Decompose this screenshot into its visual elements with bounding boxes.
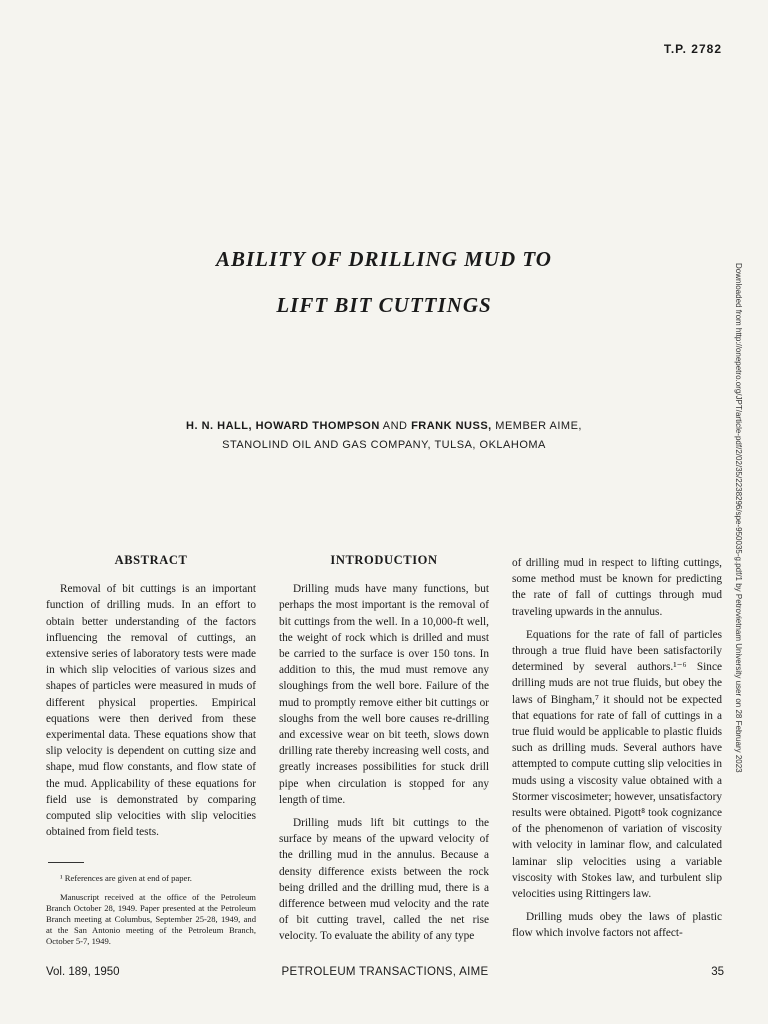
col3-paragraph-1: of drilling mud in respect to lifting cuttings, some method must be known for predicting the rate of fall of cuttings through mud traveling upwards in the annulus. <box>512 557 722 618</box>
footnote-manuscript: Manuscript received at the office of the Petroleum Branch October 28, 1949. Paper presented at the Petroleum Branch meeting at Columbus, September 25-28, 1949, and at the San Antonio meeting of the Petroleum Branch, October 5-7, 1949. <box>46 891 256 947</box>
author-line <box>0 417 768 436</box>
volume-info: Vol. 189, 1950 <box>46 966 120 978</box>
author-nuss: FRANK NUSS, <box>411 420 492 432</box>
col3-paragraph-2: Equations for the rate of fall of particles through a true fluid have been satisfactorily determined by several authors.¹⁻⁶ Since drilling muds are not true fluids, but obey the laws of Bingham,⁷ it should not be expected that equations for rate of fall of cuttings in a true fluid would be applicable to plastic fluids such as drilling muds. Several authors have attempted to compute cutting slip velocities in muds using a viscosity value obtained with a Stormer viscosimeter; however, unsatisfactory results were obtained. Pigott⁸ took cognizance of the phenomenon of variation of viscosity with velocity in laminar flow, and calculated laminar slip velocities using a variable viscosity with Stokes law, and turbulent slip velocities using Rittingers law. <box>512 628 722 901</box>
page-number: 35 <box>711 966 724 978</box>
author-membership: MEMBER AIME, <box>495 420 582 432</box>
introduction-column <box>279 552 489 952</box>
authors-block <box>0 417 768 455</box>
abstract-column <box>46 552 256 955</box>
author-thompson: HOWARD THOMPSON <box>255 420 380 432</box>
third-column <box>512 555 722 949</box>
paper-number: T.P. 2782 <box>663 42 722 56</box>
journal-name: PETROLEUM TRANSACTIONS, AIME <box>281 966 489 978</box>
col3-paragraph-3: Drilling muds obey the laws of plastic flow which involve factors not affect- <box>512 911 722 940</box>
affiliation: STANOLIND OIL AND GAS COMPANY, TULSA, OKLAHOMA <box>222 439 546 451</box>
author-hall: H. N. HALL, <box>186 420 253 432</box>
intro-paragraph-2: Drilling muds lift bit cuttings to the surface by means of the upward velocity of the drilling mud in the annulus. Because a density difference exists between the rock being drilled and the drilling mud, there is a difference between mud velocity and the rate of bit cutting travel, called the net rise velocity. To evaluate the ability of any type <box>279 817 489 943</box>
intro-paragraph-1: Drilling muds have many functions, but perhaps the most important is the removal of bit cuttings from the well. In a 10,000-ft well, the weight of rock which is drilled and must be carried to the surface is over 150 tons. In addition to this, the mud must remove any sloughings from the well bore. Failure of the mud to promptly remove either bit cuttings or sloughs from the well bore causes re-drilling and excessive wear on bit teeth, slows down drilling rate thereby increasing well costs, and greatly increases possibilities for stuck drill pipe when circulation is stopped for any length of time. <box>279 583 489 806</box>
download-watermark: Downloaded from http://onepetro.org/JPT/article-pdf/2/02/35/2238296/spe-950035-g.pdf/1 by Petrovietnam University user on 28 February 2023 <box>734 263 743 773</box>
abstract-heading: ABSTRACT <box>114 553 188 567</box>
title-line-1: ABILITY OF DRILLING MUD TO <box>216 247 552 271</box>
title-line-2: LIFT BIT CUTTINGS <box>276 293 492 317</box>
title-block <box>0 246 768 318</box>
footnote-divider <box>48 862 84 863</box>
footnote-references: ¹ References are given at end of paper. <box>60 873 192 884</box>
author-conjunction: AND <box>382 420 408 432</box>
introduction-heading: INTRODUCTION <box>330 553 438 567</box>
abstract-text: Removal of bit cuttings is an important function of drilling muds. In an effort to obtain better understanding of the factors influencing the removal of cuttings, an extensive series of laboratory tests were made in which slip velocities of various sizes and shapes of particles were measured in muds of different physical properties. Empirical equations were then derived from these experimental data. These equations show that slip velocity is dependent on cutting size and shape, mud flow constants, and flow state of the mud. Applicability of these equations for field use is demonstrated by comparing computed slip velocities with slip velocities obtained from field tests. <box>46 583 256 839</box>
